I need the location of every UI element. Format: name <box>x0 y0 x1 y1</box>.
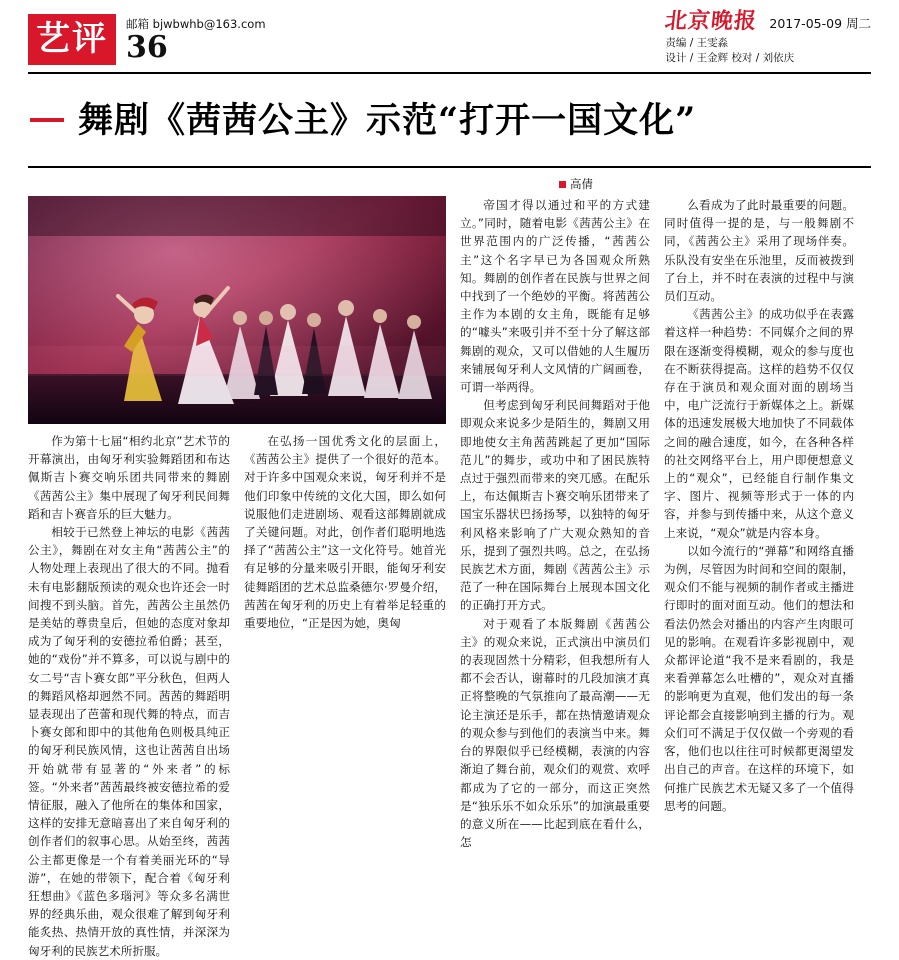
page-number: 36 <box>126 30 168 65</box>
column-1b <box>244 432 446 960</box>
column-2 <box>460 196 650 960</box>
contact-email: 邮箱 bjwbwhb@163.com <box>126 17 266 32</box>
paragraph: 帝国才得以通过和平的方式建立。”同时，随着电影《茜茜公主》在世界范围内的广泛传播，“茜茜公主”这个名字早已为各国观众所熟知。舞剧的创作者在民族与世界之间中找到了一个绝妙的平衡。将茜茜公主作为本剧的女主角，既能有足够的“噱头”来吸引并不至十分了解这部舞剧的观众，又可以借她的人生履历来铺展匈牙利人文风情的广阔画卷，可谓一举两得。 <box>460 198 650 395</box>
paper-row <box>665 10 871 32</box>
paragraph: 对于观看了本版舞剧《茜茜公主》的观众来说，正式演出中演员们的表现固然十分精彩，但我想所有人都不会否认，谢幕时的几段加演才真正将整晚的气氛推向了最高潮——无论主演还是乐手，都在热情邀请观众的观众参与到他们的表演当中来。舞台的界限似乎已经模糊，表演的内容渐迫了舞台前，观众们的观赏、欢呼都成为了它的一部分，而这正突然是“独乐乐不如众乐乐”的加演最重要的意义所在——比起到底在看什么，怎 <box>460 616 650 850</box>
paragraph: 相较于已然登上神坛的电影《茜茜公主》，舞剧在对女主角“茜茜公主”的人物处理上表现出了很大的不同。抛看未有电影翻版预读的观众也许还会一时间搜不到头脑。首先，茜茜公主虽然仍是美姑的尊贵皇后，但她的态度对象却成为了匈牙利的安德拉希伯爵；甚至，她的“戏份”并不算多，可以说与剧中的女二号“吉卜赛女郎”平分秋色，但两人的舞蹈风格却迥然不同。茜茜的舞蹈明显表现出了芭蕾和现代舞的特点，而吉卜赛女郎和即中的其他角色则极具纯正的匈牙利民族风情，这也让茜茜自出场开始就带有显著的“外来者”的标签。“外来者”茜茜最终被安德拉希的爱情征服，融入了他所在的集体和国家，这样的安排无意暗喜出了来自匈牙利的创作者们的叙事心思。从始至终，茜茜公主都更像是一个有着美丽光环的“导游”，在她的带领下，配合着《匈牙利狂想曲》《蓝色多瑙河》等众多名满世界的经典乐曲，观众很难了解到匈牙利能炙热、热情开放的真性情，并深深为匈牙利的民族艺术所折服。 <box>28 525 230 958</box>
paragraph: 但考虑到匈牙利民间舞蹈对于他即观众来说多少是陌生的，舞剧又用即地使女主角茜茜跳起了更加“国际范儿”的舞步，或功中和了困民族特点过于强烈而带来的突兀感。在配乐上，布达佩斯吉卜赛交响乐团带来了国宝乐器状巴扬扬琴，以独特的匈牙利风格来影响了广大观众熟知的音乐，提到了强烈共鸣。总之，在弘扬民族艺术方面，舞剧《茜茜公主》示范了一种在国际舞台上展现本国文化的正确打开方式。 <box>460 398 650 613</box>
article-body <box>28 196 871 960</box>
paper-title: 北京晚报 <box>663 8 759 34</box>
author-name: 高倩 <box>570 177 593 191</box>
left-text-columns <box>28 432 446 960</box>
publication-date: 2017-05-09 周二 <box>769 15 871 31</box>
author-byline <box>559 176 593 192</box>
performance-photo <box>28 196 446 424</box>
masthead <box>28 0 871 74</box>
paragraph: 《茜茜公主》的成功似乎在表露着这样一种趋势：不同媒介之间的界限在逐渐变得模糊，观众的参与度也在不断获得提高。这样的趋势不仅仅存在于演员和观众面对面的剧场当中，电广泛流行于新媒体之上。新媒体的迅速发展极大地加快了不同载体之间的融合速度，如今，在各种各样的社交网络平台上，用户即便想意义上的“观众”，已经能自行制作集文字、图片、视频等形式于一体的内容，并参与到传播中来，从这个意义上来说，“观众”就是内容本身。 <box>664 307 854 540</box>
headline-block <box>28 74 871 168</box>
paragraph: 作为第十七届“相约北京”艺术节的开幕演出，由匈牙利实验舞蹈团和布达佩斯吉卜赛交响乐团共同带来的舞剧《茜茜公主》集中展现了匈牙利民间舞蹈和吉卜赛音乐的巨大魅力。 <box>28 434 230 521</box>
masthead-right <box>665 10 871 66</box>
byline-marker-icon <box>559 181 566 188</box>
photo-artwork <box>28 196 446 424</box>
masthead-left <box>28 0 266 65</box>
byline-row <box>28 168 871 194</box>
credit-editor: 责编 / 王雯淼 <box>665 37 729 49</box>
section-meta <box>126 18 266 65</box>
credits-block <box>665 36 794 66</box>
article-headline: 舞剧《茜茜公主》示范“打开一国文化” <box>78 99 697 141</box>
headline-rule <box>30 118 64 122</box>
left-section <box>28 196 446 960</box>
column-1 <box>28 432 230 960</box>
column-3 <box>664 196 854 960</box>
paragraph: 在弘扬一国优秀文化的层面上，《茜茜公主》提供了一个很好的范本。对于许多中国观众来说，匈牙利并不是他们印象中传统的文化大国，即么如何说服他们走进剧场、观看这部舞剧就成了关键问题。对此，创作者们聪明地选择了“茜茜公主”这一文化符号。她首光有足够的分量来吸引开眼，能匈牙利安徒舞蹈团的艺术总监桑德尔·罗曼介绍，茜茜在匈牙利的历史上有着举足轻重的重要地位，“正是因为她，奥匈 <box>244 434 446 631</box>
section-logo: 艺评 <box>28 14 116 65</box>
paragraph: 么看成为了此时最重要的问题。同时值得一提的是，与一般舞剧不同，《茜茜公主》采用了现场伴奏。乐队没有安坐在乐池里，反而被拨到了台上，并不时在表演的过程中与演员们互动。 <box>664 198 854 304</box>
credit-design: 设计 / 王金辉 校对 / 刘依庆 <box>665 52 795 65</box>
paragraph: 以如今流行的“弹幕”和网络直播为例，尽管因为时间和空间的限制，观众们不能与视频的制作者或主播进行即时的面对面互动。他们的想法和看法仍然会对播出的内容产生肉眼可见的影响。在观看许多影视剧中，观众都评论道“我不是来看剧的，我是来看弹幕怎么吐槽的”，观众对直播的影响更为直观，他们发出的每一条评论都会直接影响到主播的行为。观众们可不满足于仅仅做一个旁观的看客，他们也以往往可时候都更渴望发出自己的声音。在这样的环境下，如何推广民族艺术无疑又多了一个值得思考的问题。 <box>664 543 854 813</box>
